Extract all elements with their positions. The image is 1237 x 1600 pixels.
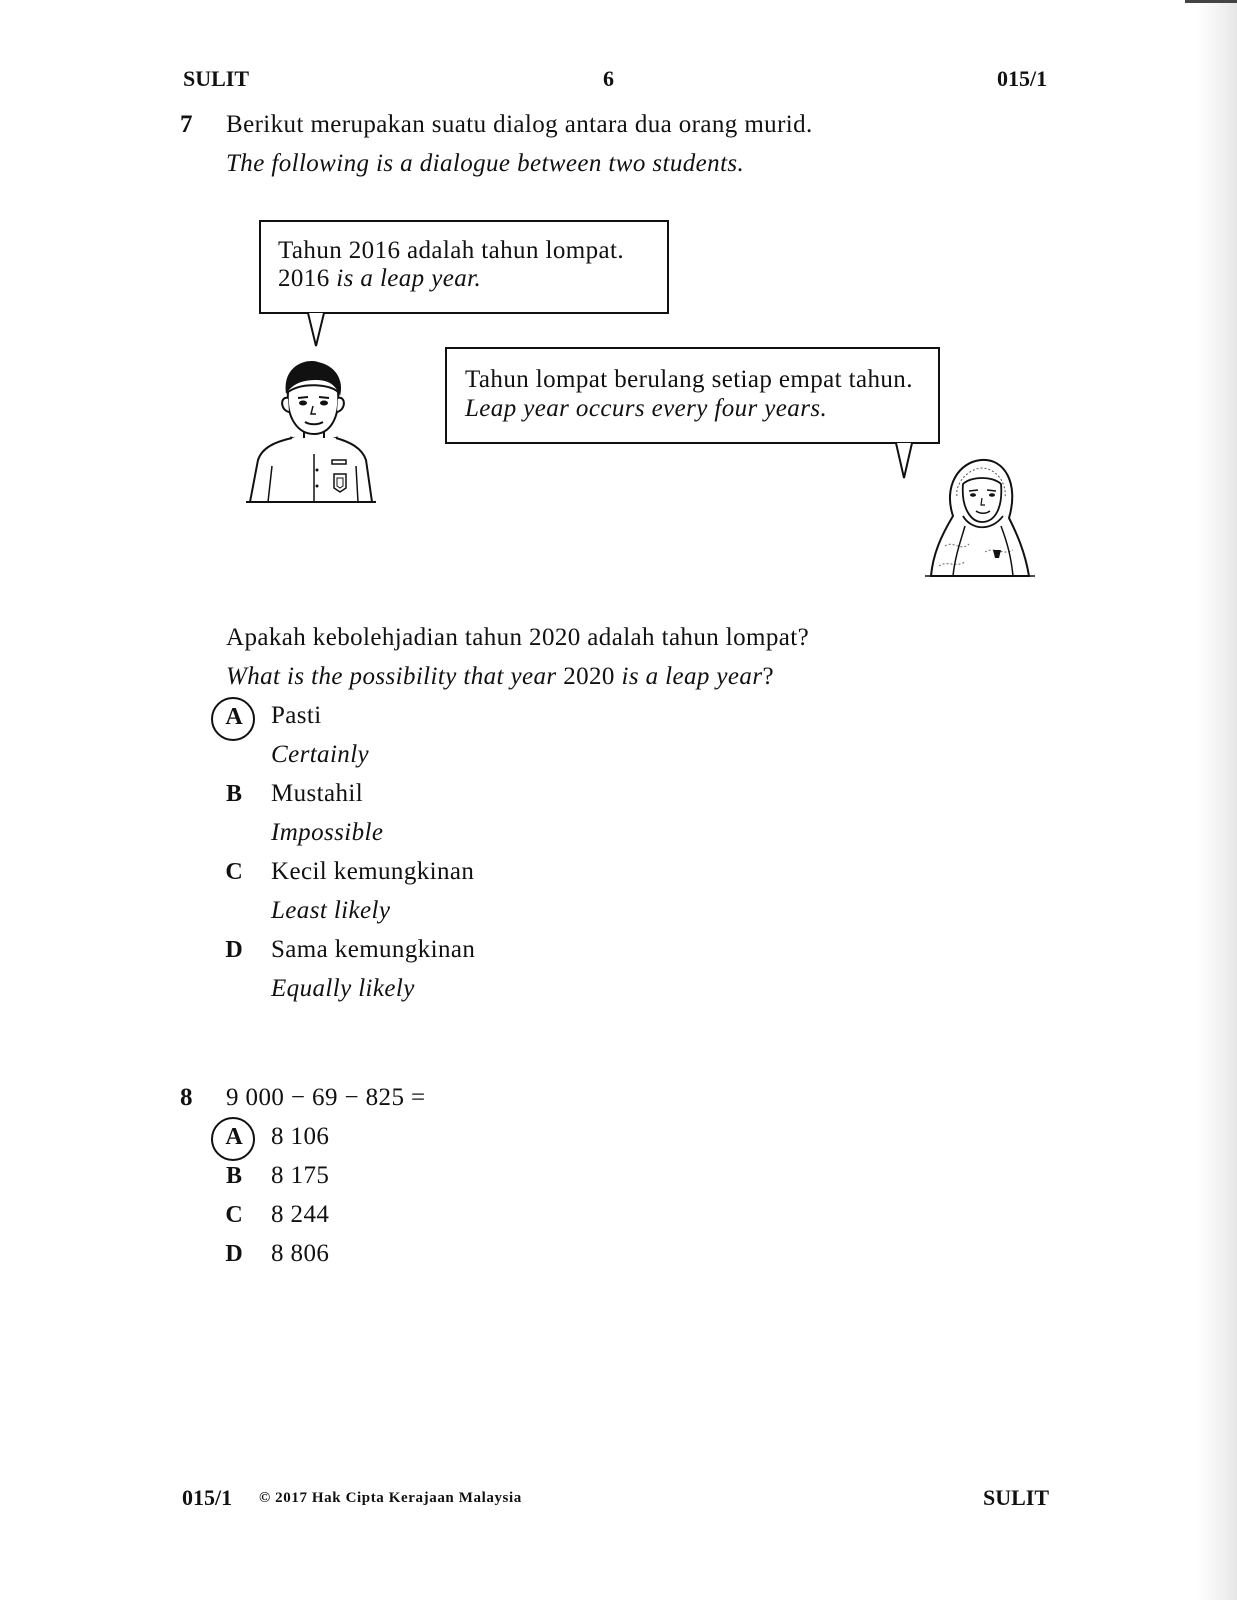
question-8-number: 8 — [180, 1084, 193, 1111]
question-7-en-qmark: ? — [762, 663, 774, 690]
page-edge-shadow — [1197, 0, 1237, 1600]
question-7-text-ms: Apakah kebolehjadian tahun 2020 adalah tahun lompat? — [226, 624, 810, 651]
q7-option-b-text-en[interactable]: Impossible — [271, 819, 384, 846]
bubble-girl-text-ms: Tahun lompat berulang setiap empat tahun. — [465, 366, 913, 393]
q7-option-c-letter[interactable]: C — [225, 859, 243, 885]
q8-option-d-value[interactable]: 8 806 — [271, 1240, 330, 1267]
speech-bubble-boy — [259, 220, 669, 314]
question-7-text-en — [226, 663, 774, 691]
q8-option-c-letter[interactable]: C — [225, 1202, 243, 1228]
question-7-intro-ms: Berikut merupakan suatu dialog antara dua orang murid. — [226, 111, 813, 138]
q7-option-b-letter[interactable]: B — [225, 781, 242, 807]
bubble-girl-tail — [893, 441, 915, 481]
footer-copyright: © 2017 Hak Cipta Kerajaan Malaysia — [259, 1490, 522, 1506]
question-7-number: 7 — [180, 111, 193, 138]
question-7-en-year: 2020 — [563, 663, 615, 690]
q7-option-c-text-ms[interactable]: Kecil kemungkinan — [271, 858, 475, 885]
page-edge-mark — [1185, 0, 1237, 3]
bubble-boy-text-ms: Tahun 2016 adalah tahun lompat. — [278, 237, 624, 264]
footer-code: 015/1 — [182, 1485, 233, 1510]
page-number: 6 — [603, 66, 614, 91]
footer-sulit: SULIT — [983, 1485, 1050, 1510]
girl-student-illustration — [925, 456, 1035, 578]
paper-code: 015/1 — [997, 66, 1048, 91]
question-8-expression: 9 000 − 69 − 825 = — [226, 1084, 426, 1111]
q7-option-d-letter[interactable]: D — [225, 937, 243, 963]
q8-option-d-letter[interactable]: D — [225, 1241, 243, 1267]
bubble-girl-text-en: Leap year occurs every four years. — [465, 395, 828, 422]
bubble-boy-year: 2016 — [278, 265, 330, 292]
q7-option-c-text-en[interactable]: Least likely — [271, 897, 391, 924]
question-7-intro-en: The following is a dialogue between two students. — [226, 150, 745, 177]
bubble-boy-en-rest: is a leap year. — [336, 265, 482, 292]
q8-option-a-value[interactable]: 8 106 — [271, 1123, 330, 1150]
q8-option-b-letter[interactable]: B — [225, 1163, 242, 1189]
q8-option-c-value[interactable]: 8 244 — [271, 1201, 330, 1228]
q8-option-a-letter[interactable]: A — [225, 1124, 243, 1150]
bubble-boy-tail — [305, 311, 327, 349]
q7-option-d-text-ms[interactable]: Sama kemungkinan — [271, 936, 476, 963]
bubble-boy-text-en — [278, 265, 481, 293]
q7-option-d-text-en[interactable]: Equally likely — [271, 975, 415, 1002]
q7-option-a-text-ms[interactable]: Pasti — [271, 702, 322, 729]
speech-bubble-girl — [445, 347, 940, 444]
question-7-en-part-a: What is the possibility that year — [226, 663, 557, 690]
question-7-en-part-b: is a leap year — [621, 663, 763, 690]
q7-option-a-text-en[interactable]: Certainly — [271, 741, 370, 768]
boy-student-illustration — [246, 356, 376, 506]
q7-option-a-letter[interactable]: A — [225, 704, 243, 730]
header-sulit: SULIT — [183, 66, 250, 91]
q7-option-b-text-ms[interactable]: Mustahil — [271, 780, 364, 807]
q8-option-b-value[interactable]: 8 175 — [271, 1162, 330, 1189]
